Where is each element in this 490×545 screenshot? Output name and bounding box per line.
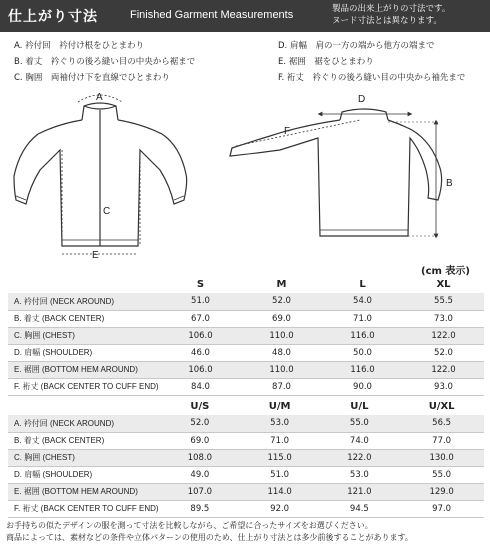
row-label: D. 肩幅 (SHOULDER)	[8, 344, 160, 361]
label-f: F	[284, 126, 291, 137]
cell-value: 92.0	[240, 500, 320, 517]
table-row	[8, 344, 484, 361]
cell-value: 51.0	[240, 466, 320, 483]
table-row	[8, 483, 484, 500]
cell-value: 53.0	[320, 466, 400, 483]
page-title: 仕上がり寸法	[8, 9, 98, 25]
row-label: F. 裄丈 (BACK CENTER TO CUFF END)	[8, 500, 160, 517]
cell-value: 122.0	[320, 449, 400, 466]
garment-diagram	[0, 86, 490, 264]
header-blank	[8, 398, 160, 415]
row-label: B. 着丈 (BACK CENTER)	[8, 432, 160, 449]
header-note-line-2: ヌード寸法とは異なります。	[332, 16, 442, 26]
cell-value: 89.5	[160, 500, 240, 517]
row-label: C. 胸囲 (CHEST)	[8, 327, 160, 344]
row-label: A. 衿付回 (NECK AROUND)	[8, 293, 160, 310]
table-row	[8, 415, 484, 432]
cell-value: 114.0	[240, 483, 320, 500]
label-c: C	[103, 206, 111, 217]
table-row	[8, 361, 484, 378]
header-size: XL	[436, 279, 451, 290]
cell-value: 108.0	[160, 449, 240, 466]
cell-value: 121.0	[320, 483, 400, 500]
label-a: A	[96, 92, 103, 103]
header-bar	[0, 0, 490, 32]
cell-value: 54.0	[322, 293, 403, 310]
cell-value: 107.0	[160, 483, 240, 500]
cell-value: 55.5	[403, 293, 484, 310]
row-label: C. 胸囲 (CHEST)	[8, 449, 160, 466]
footer-note	[6, 520, 413, 544]
cell-value: 122.0	[403, 361, 484, 378]
legend-left	[14, 38, 195, 86]
back-collar-shape	[340, 109, 388, 120]
header-size: U/XL	[428, 401, 455, 412]
cell-value: 106.0	[160, 361, 241, 378]
legend-item-a: A. 衿付回 衿付け根をひとまわり	[14, 41, 145, 51]
label-d: D	[358, 94, 366, 105]
table-row	[8, 449, 484, 466]
table-header-row	[8, 276, 484, 293]
cell-value: 116.0	[322, 327, 403, 344]
legend-item-f: F. 裄丈 衿ぐりの後ろ縫い目の中央から袖先まで	[278, 73, 466, 83]
cell-value: 115.0	[240, 449, 320, 466]
header-blank	[8, 276, 160, 293]
table-row	[8, 378, 484, 395]
cell-value: 110.0	[241, 361, 322, 378]
row-label: E. 裾囲 (BOTTOM HEM AROUND)	[8, 361, 160, 378]
cell-value: 48.0	[241, 344, 322, 361]
cell-value: 52.0	[403, 344, 484, 361]
footer-line-2: 商品によっては、素材などの条件や立体パターンの使用のため、仕上がり寸法とは多少前後することがあります。	[6, 533, 413, 542]
table-row	[8, 310, 484, 327]
cell-value: 49.0	[160, 466, 240, 483]
legend-item-e: E. 裾囲 裾をひとまわり	[278, 57, 374, 67]
size-table-u-sizes	[8, 398, 484, 518]
cell-value: 55.0	[399, 466, 484, 483]
header-size: M	[276, 279, 287, 290]
cell-value: 93.0	[403, 378, 484, 395]
cell-value: 116.0	[322, 361, 403, 378]
cell-value: 52.0	[160, 415, 240, 432]
cell-value: 71.0	[322, 310, 403, 327]
table-row	[8, 466, 484, 483]
header-size: L	[359, 279, 366, 290]
back-view-jacket	[230, 109, 442, 236]
header-note	[332, 3, 450, 27]
row-label: D. 肩幅 (SHOULDER)	[8, 466, 160, 483]
cell-value: 56.5	[399, 415, 484, 432]
row-label: E. 裾囲 (BOTTOM HEM AROUND)	[8, 483, 160, 500]
header-size: U/L	[350, 401, 369, 412]
cell-value: 97.0	[399, 500, 484, 517]
page-title-english: Finished Garment Measurements	[130, 9, 294, 21]
table-row	[8, 500, 484, 517]
table-row	[8, 432, 484, 449]
header-note-line-1: 製品の出来上がりの寸法です。	[332, 4, 451, 14]
cell-value: 130.0	[399, 449, 484, 466]
cell-value: 53.0	[240, 415, 320, 432]
front-view-jacket	[14, 103, 187, 246]
cell-value: 87.0	[241, 378, 322, 395]
cell-value: 52.0	[241, 293, 322, 310]
cell-value: 77.0	[399, 432, 484, 449]
cell-value: 67.0	[160, 310, 241, 327]
cell-value: 74.0	[320, 432, 400, 449]
row-label: A. 衿付回 (NECK AROUND)	[8, 415, 160, 432]
header-size: U/M	[268, 401, 291, 412]
legend-item-c: C. 胸囲 両袖付け下を直線でひとまわり	[14, 73, 170, 83]
label-e: E	[92, 250, 99, 261]
cell-value: 69.0	[241, 310, 322, 327]
size-table-standard	[8, 276, 484, 396]
cell-value: 90.0	[322, 378, 403, 395]
cell-value: 122.0	[403, 327, 484, 344]
cell-value: 84.0	[160, 378, 241, 395]
table-row	[8, 293, 484, 310]
cell-value: 129.0	[399, 483, 484, 500]
measure-f-arrow	[236, 120, 360, 146]
row-label: B. 着丈 (BACK CENTER)	[8, 310, 160, 327]
back-body-outline	[230, 120, 442, 236]
cell-value: 110.0	[241, 327, 322, 344]
cell-value: 69.0	[160, 432, 240, 449]
row-label: F. 裄丈 (BACK CENTER TO CUFF END)	[8, 378, 160, 395]
header-size: S	[196, 279, 205, 290]
legend-item-d: D. 肩幅 肩の一方の端から他方の端まで	[278, 41, 435, 51]
header-size: U/S	[190, 401, 210, 412]
cell-value: 55.0	[320, 415, 400, 432]
cell-value: 106.0	[160, 327, 241, 344]
label-b: B	[446, 178, 453, 189]
legend-right	[278, 38, 465, 86]
legend-item-b: B. 着丈 衿ぐりの後ろ縫い目の中央から裾まで	[14, 57, 196, 67]
cell-value: 73.0	[403, 310, 484, 327]
footer-line-1: お手持ちの似たデザインの服を測って寸法を比較しながら、ご希望に合ったサイズをお選びください。	[6, 521, 373, 530]
cell-value: 51.0	[160, 293, 241, 310]
table-header-row	[8, 398, 484, 415]
cell-value: 94.5	[320, 500, 400, 517]
cell-value: 50.0	[322, 344, 403, 361]
unit-label: (cm 表示)	[421, 266, 470, 277]
cell-value: 46.0	[160, 344, 241, 361]
table-row	[8, 327, 484, 344]
cell-value: 71.0	[240, 432, 320, 449]
